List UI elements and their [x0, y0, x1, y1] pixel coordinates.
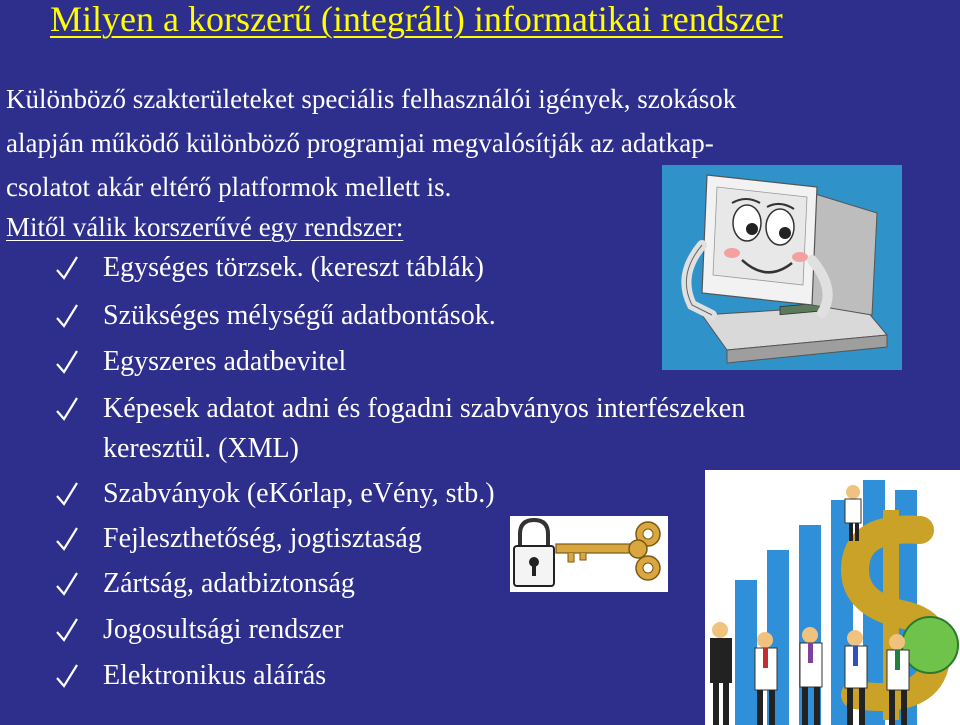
slide-title: Milyen a korszerű (integrált) informatikai rendszer: [50, 0, 783, 39]
list-item-text: Zártság, adatbiztonság: [103, 568, 355, 599]
check-mark-icon: [55, 395, 79, 423]
check-mark-icon: [55, 254, 79, 282]
check-mark-icon: [55, 525, 79, 553]
list-item-text: Képesek adatot adni és fogadni szabványos interfészeken: [103, 393, 746, 424]
list-item-text: Egyszeres adatbevitel: [103, 346, 347, 377]
check-mark-icon: [55, 662, 79, 690]
dollar-sign-business-people-clipart: [705, 470, 960, 725]
smiling-computer-clipart: [662, 165, 902, 370]
check-mark-icon: [55, 570, 79, 598]
list-item-text: Szabványok (eKórlap, eVény, stb.): [103, 478, 495, 509]
check-mark-icon: [55, 302, 79, 330]
list-item-text: keresztül. (XML): [103, 433, 299, 464]
check-mark-icon: [55, 348, 79, 376]
check-mark-icon: [55, 480, 79, 508]
padlock-and-key-clipart: [510, 516, 668, 592]
list-item-text: Jogosultsági rendszer: [103, 614, 344, 645]
intro-line-1: Különböző szakterületeket speciális felhasználói igények, szokások: [6, 84, 737, 114]
list-item-text: Elektronikus aláírás: [103, 660, 327, 691]
list-item-text: Egységes törzsek. (kereszt táblák): [103, 252, 484, 283]
check-mark-icon: [55, 616, 79, 644]
intro-line-2: alapján működő különböző programjai megvalósítják az adatkap-: [6, 128, 714, 158]
intro-line-3: csolatot akár eltérő platformok mellett is.: [6, 172, 452, 202]
section-subheading: Mitől válik korszerűvé egy rendszer:: [6, 212, 404, 242]
list-item-text: Szükséges mélységű adatbontások.: [103, 300, 496, 331]
list-item-text: Fejleszthetőség, jogtisztaság: [103, 523, 422, 554]
